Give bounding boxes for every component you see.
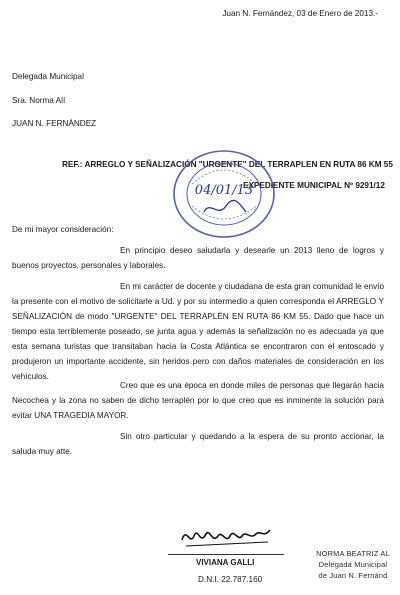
paragraph-3: Creo que es una época en donde miles de personas que llegarán hacia Necochea y la zona no saben de dicho terraplén por lo que creo que es inminente la solución para evitar UNA TRAGEDIA MAYOR. xyxy=(12,381,384,420)
paragraph-2: En mi carácter de docente y ciudadana de esta gran comunidad le envío la presente con el motivo de solicitarle a Ud. y por su intermedio a quien corresponda el ARREGLO Y SEÑALIZACIÓN de modo "URGENTE" DEL TERRAPLÉN EN RUTA 86 KM 55. Dado que hace un tiempo esta terriblemente poseado, se junta agua y además la señalización no es adecuada ya que esta semana turistas que transitaban hacia la Costa Atlántica se encontraron con el entoscado y produjeron un importante accidente, sin heridos pero con daños materiales de consideración en los vehículos. xyxy=(12,282,384,381)
signature-line xyxy=(168,554,284,555)
paragraph-1: En principio deseo saludarla y desearle un 2013 lleno de logros y buenos proyectos, personales y laborales. xyxy=(12,246,384,270)
paragraph-4: Sin otro particular y quedando a la espera de su pronto accionar, la saluda muy atte. xyxy=(12,432,384,456)
reference-line: REF.: ARREGLO Y SEÑALIZACIÓN "URGENTE" DEL TERRAPLEN EN RUTA 86 KM 55 xyxy=(62,160,393,169)
signer-dni: D.N.I. 22.787.160 xyxy=(198,575,263,584)
recipient-place: JUAN N. FERNÁNDEZ xyxy=(12,119,97,128)
stamp-line-1: NORMA BEATRIZ AL xyxy=(316,549,390,558)
date-line: Juan N. Fernández, 03 de Enero de 2013.- xyxy=(222,9,378,18)
seal-handwritten-date: 04/01/13 xyxy=(194,183,254,198)
stamp-line-2: Delegada Municipal xyxy=(318,560,388,569)
recipient-name: Sra. Norma Alí xyxy=(12,96,66,105)
signer-name: VIVIANA GALLI xyxy=(196,558,255,567)
expediente-number: EXPEDIENTE MUNICIPAL Nº 9291/12 xyxy=(243,181,385,190)
stamp-line-3: de Juan N. Fernánd xyxy=(318,571,388,580)
handwritten-signature-icon xyxy=(178,516,276,556)
greeting: De mi mayor consideración: xyxy=(12,225,114,234)
recipient-title: Delegada Municipal xyxy=(12,72,84,81)
official-stamp xyxy=(310,548,396,581)
